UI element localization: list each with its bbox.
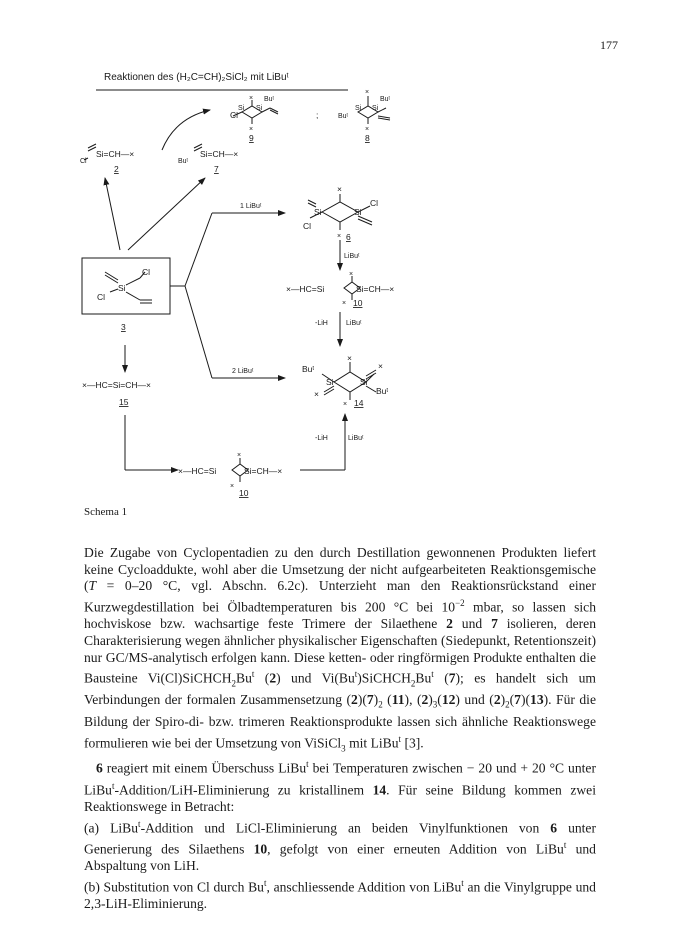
- fragment-2: Si=CH—×: [96, 149, 135, 159]
- text-run: t: [251, 669, 255, 680]
- cl-label: Cl: [80, 158, 87, 165]
- text-run: , anschliessende Addition von LiBu: [266, 879, 462, 895]
- reagent-1-libut: 1 LiBuᵗ: [240, 203, 262, 210]
- text-run: ), (: [404, 692, 422, 708]
- compound-ref: 2: [351, 692, 358, 708]
- silaethene-10-lower-left: ×—HC=Si: [178, 466, 217, 476]
- but-label: Buᵗ: [376, 386, 389, 396]
- si-label: Si: [360, 377, 368, 387]
- but-label: Buᵗ: [302, 364, 315, 374]
- scheme-caption: Schema 1: [84, 506, 128, 518]
- text-run: 2: [410, 678, 416, 689]
- paragraph: [84, 875, 596, 913]
- text-run: (b) Substitution von Cl durch Bu: [84, 879, 264, 895]
- text-run: 3: [432, 700, 438, 711]
- but-label: Buᵗ: [178, 158, 189, 165]
- page-number: 177: [600, 38, 618, 52]
- silaethene-10-lower-right: Si=CH—×: [244, 466, 283, 476]
- text-run: unter Generierung des Silaethens: [84, 820, 596, 857]
- text-run: . Für seine Bildung kommen zwei Reaktionswege in Betracht:: [84, 782, 596, 814]
- x-label: ×: [343, 401, 348, 408]
- si-label: Si: [355, 105, 362, 112]
- text-run: bei Temperaturen zwischen − 20 und + 20 °C unter LiBu: [84, 761, 596, 798]
- text-run: -Addition und LiCl-Eliminierung an beiden Vinylfunktionen von: [140, 820, 551, 836]
- compound-14-number: 14: [354, 398, 364, 408]
- x-label: ×: [378, 361, 383, 371]
- body-text: [84, 545, 596, 913]
- x-label: ×: [249, 126, 254, 133]
- text-run: (: [437, 692, 442, 708]
- compound-ref: 13: [530, 692, 544, 708]
- text-run: (: [509, 692, 515, 708]
- text-run: [3].: [401, 735, 424, 751]
- si-label: Si: [326, 377, 334, 387]
- compound-2-number: 2: [114, 164, 119, 174]
- text-run: (: [254, 670, 270, 686]
- si-label: Si: [238, 105, 245, 112]
- text-run: t: [398, 733, 402, 744]
- compound-ref: 2: [493, 692, 501, 708]
- text-run: -Addition/LiH-Eliminierung zu kristallinem: [114, 782, 373, 798]
- text-run: und Abspaltung von LiH.: [84, 841, 596, 874]
- but-label: Buᵗ: [264, 96, 275, 103]
- arrow-3-to-2: [105, 178, 120, 250]
- cl-label: Cl: [97, 292, 106, 302]
- si-label: Si: [256, 105, 263, 112]
- text-run: t: [563, 839, 567, 850]
- reagent-5-libut: LiBuᵗ: [348, 435, 364, 442]
- text-run: ) und (: [455, 692, 494, 708]
- si-label: Si: [354, 207, 362, 217]
- reagent-5-lih: -LiH: [315, 435, 328, 442]
- compound-ref: 6: [550, 820, 558, 836]
- text-run: , gefolgt von einer erneuten Addition von LiBu: [267, 841, 564, 857]
- x-label: ×: [342, 300, 347, 307]
- but-label: Buᵗ: [338, 113, 349, 120]
- text-run: (: [433, 670, 449, 686]
- arrow-3-to-14: [185, 286, 212, 378]
- compound-ref: 12: [441, 692, 456, 708]
- si-label: Si: [372, 105, 379, 112]
- text-run: an die Vinylgruppe und 2,3-LiH-Eliminierung.: [84, 879, 596, 912]
- fragment-7: Si=CH—×: [200, 149, 239, 159]
- text-run: ): [373, 692, 379, 708]
- x-label: ×: [365, 126, 370, 133]
- arrow-3-to-7: [128, 178, 205, 250]
- arrow-3-to-6: [185, 213, 212, 286]
- compound-ref: 2: [446, 616, 453, 632]
- text-run: mbar, so lassen sich hochviskose bzw. wachsartige feste Trimere der Silaethene: [84, 599, 596, 632]
- text-run: ): [428, 692, 433, 708]
- compound-3-number: 3: [121, 322, 126, 332]
- paragraph: [84, 756, 596, 815]
- x-label: ×: [230, 483, 235, 490]
- text-run: t: [138, 818, 141, 829]
- si-label: Si: [314, 207, 322, 217]
- text-run: ): [500, 692, 506, 708]
- text-run: und: [452, 616, 492, 632]
- compound-3-box: [82, 258, 170, 314]
- compound-6-number: 6: [346, 232, 351, 242]
- text-run: ) und Vi(Bu: [276, 670, 355, 686]
- compound-ref: 7: [448, 670, 456, 686]
- text-run: T: [88, 578, 97, 594]
- si-label: Cl: [230, 110, 239, 120]
- x-label: ×: [314, 389, 319, 399]
- text-run: t: [354, 669, 358, 680]
- compound-ref: 6: [96, 761, 103, 777]
- silaethene-10-upper-left: ×—HC=Si: [286, 284, 325, 294]
- text-run: )(: [357, 692, 367, 708]
- arrow-to-9-8: [162, 110, 210, 150]
- compound-8-number: 8: [365, 133, 370, 143]
- reagent-2-libut: 2 LiBuᵗ: [232, 368, 254, 375]
- cl-label: Cl: [142, 267, 151, 277]
- compound-ref: 2: [421, 692, 429, 708]
- si-label: Si: [118, 283, 126, 293]
- compound-10-lower-number: 10: [239, 488, 249, 498]
- x-label: ×: [237, 452, 242, 459]
- compound-7-number: 7: [214, 164, 219, 174]
- x-label: ×: [365, 89, 370, 96]
- compound-ref: 7: [514, 692, 521, 708]
- text-run: mit LiBu: [345, 735, 399, 751]
- compound-15-number: 15: [119, 397, 129, 407]
- cl-label: Cl: [370, 198, 379, 208]
- text-run: −2: [455, 598, 465, 609]
- compound-ref: 7: [366, 692, 374, 708]
- x-label: ×: [349, 271, 354, 278]
- text-run: t: [461, 877, 464, 888]
- x-label: ×: [347, 353, 352, 363]
- text-run: 2: [378, 700, 383, 711]
- text-run: t: [431, 669, 434, 680]
- compound-9-number: 9: [249, 133, 254, 143]
- compound-10-upper-number: 10: [353, 298, 363, 308]
- text-run: (: [382, 692, 392, 708]
- text-run: Bu: [415, 670, 432, 686]
- text-run: 2: [231, 678, 237, 689]
- but-label: Buᵗ: [380, 96, 391, 103]
- x-label: ×: [249, 95, 254, 102]
- compound-ref: 2: [269, 670, 277, 686]
- reagent-4-lih: -LiH: [315, 320, 328, 327]
- text-run: (a) LiBu: [84, 820, 139, 836]
- text-run: )(: [520, 692, 531, 708]
- compound-ref: 14: [372, 782, 387, 798]
- text-run: t: [306, 759, 309, 770]
- reagent-3-libut: LiBuᵗ: [344, 253, 360, 260]
- paragraph: [84, 545, 596, 756]
- silaethene-10-upper-right: Si=CH—×: [356, 284, 395, 294]
- reagent-4-libut: LiBuᵗ: [346, 320, 362, 327]
- text-run: Die Zugabe von Cyclopentadien zu den durch Destillation gewonnenen Produkten liefert keine Cycloaddukte, wohl aber die Umsetzung der nicht aufgearbeiteten Reaktionsgemische (: [84, 545, 596, 594]
- compound-ref: 11: [391, 692, 405, 708]
- text-run: ). Für die Bildung der Spiro-di- bzw. trimeren Reaktionsprodukte lassen sich ähnliche Reaktionswege formulieren wie bei der Umsetzung von ViSiCl: [84, 692, 596, 751]
- text-run: t: [111, 780, 115, 791]
- text-run: reagiert mit einem Überschuss LiBu: [102, 761, 307, 777]
- compound-ref: 10: [253, 841, 268, 857]
- paragraph: [84, 816, 596, 875]
- text-run: 3: [341, 742, 346, 753]
- silaethene-15: ×—HC=Si=CH—×: [82, 380, 151, 390]
- semicolon: ;: [316, 110, 319, 120]
- compound-ref: 7: [491, 616, 498, 632]
- text-run: )SiCHCH: [357, 670, 411, 686]
- text-run: t: [263, 877, 267, 888]
- x-label: ×: [337, 184, 342, 194]
- text-run: = 0–20 °C, vgl. Abschn. 6.2c). Unterzieht man den Reaktionsrückstand einer Kurzwegdestillation bei Ölbadtemperaturen bis 200 °C bei 10: [84, 578, 596, 615]
- scheme-title: Reaktionen des (H₂C=CH)₂SiCl₂ mit LiBuᵗ: [104, 72, 289, 83]
- text-run: ); es handelt sich um Verbindungen der formalen Zusammensetzung (: [84, 670, 596, 708]
- cl-label: Cl: [303, 221, 312, 231]
- text-run: isolieren, deren Charakterisierung wegen ähnlicher physikalischer Eigenschaften (Siedepunkt, Retentionszeit) nur GC/MS-analytisch erfolgen kann. Diese ketten- oder ringförmigen Produkte enthalten die Bausteine Vi(Cl)SiCHCH: [84, 616, 597, 686]
- compound-9-structure: [233, 100, 278, 124]
- text-run: 2: [505, 700, 510, 711]
- text-run: Bu: [236, 670, 252, 686]
- x-label: ×: [337, 233, 342, 240]
